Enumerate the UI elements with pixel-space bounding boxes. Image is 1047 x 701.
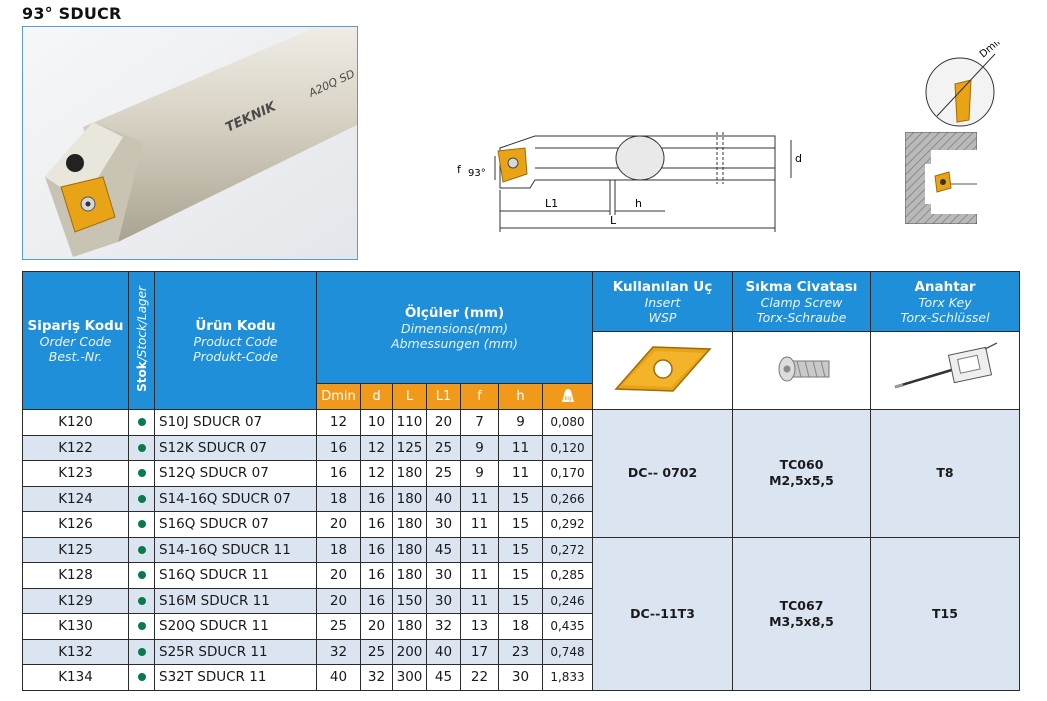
dim-col-dmin: Dmin — [317, 384, 361, 410]
order-code-cell: K124 — [23, 486, 129, 512]
f-cell: 9 — [461, 461, 499, 487]
h-cell: 15 — [499, 486, 543, 512]
torx-key-cell: T15 — [871, 537, 1020, 690]
header-clamp-screw-en: Clamp Screw — [760, 294, 843, 310]
header-order-code-tr: Sipariş Kodu — [27, 317, 124, 334]
header-product-code-tr: Ürün Kodu — [195, 317, 276, 334]
stock-dot-icon — [138, 418, 146, 426]
order-code-cell: K120 — [23, 410, 129, 436]
l-cell: 180 — [393, 537, 427, 563]
product-code-cell: S20Q SDUCR 11 — [155, 614, 317, 640]
h-cell: 15 — [499, 512, 543, 538]
tool-drawing — [455, 118, 805, 243]
order-code-cell: K123 — [23, 461, 129, 487]
header-product-code-en: Product Code — [193, 333, 278, 349]
d-cell: 12 — [361, 461, 393, 487]
header-insert-tr: Kullanılan Uç — [612, 278, 713, 295]
label-d: d — [795, 152, 802, 165]
order-code-cell: K122 — [23, 435, 129, 461]
spec-table — [22, 271, 1020, 691]
label-dmin: Dmin — [977, 42, 1006, 61]
torx-key-cell: T8 — [871, 410, 1020, 538]
l1-cell: 40 — [427, 486, 461, 512]
header-clamp-screw-tr: Sıkma Civatası — [745, 278, 858, 295]
dmin-cell: 16 — [317, 435, 361, 461]
dmin-cell: 16 — [317, 461, 361, 487]
header-clamp-screw-de: Torx-Schraube — [756, 309, 847, 325]
l1-cell: 30 — [427, 588, 461, 614]
header-torx-key-en: Torx Key — [918, 294, 972, 310]
section-diagram — [905, 132, 977, 224]
header-stock — [129, 272, 155, 410]
header-order-code-de: Best.-Nr. — [48, 348, 103, 364]
l-cell: 180 — [393, 563, 427, 589]
h-cell: 30 — [499, 665, 543, 691]
stock-dot-icon — [138, 673, 146, 681]
table-row — [23, 537, 1020, 563]
d-cell: 32 — [361, 665, 393, 691]
h-cell: 15 — [499, 537, 543, 563]
order-code-cell: K129 — [23, 588, 129, 614]
screw-size: M3,5x8,5 — [769, 613, 834, 629]
l1-cell: 30 — [427, 512, 461, 538]
stock-cell — [129, 537, 155, 563]
l-cell: 110 — [393, 410, 427, 436]
header-insert-en: Insert — [644, 294, 681, 310]
header-order-code — [23, 272, 129, 410]
dmin-cell: 25 — [317, 614, 361, 640]
dmin-cell: 18 — [317, 537, 361, 563]
clamp-screw-cell — [733, 537, 871, 690]
l-cell: 150 — [393, 588, 427, 614]
order-code-cell: K128 — [23, 563, 129, 589]
h-cell: 11 — [499, 435, 543, 461]
header-dimensions-de: Abmessungen (mm) — [391, 335, 518, 351]
header-dimensions-tr: Ölçüler (mm) — [404, 304, 505, 321]
product-code-cell: S14-16Q SDUCR 07 — [155, 486, 317, 512]
product-code-cell: S14-16Q SDUCR 11 — [155, 537, 317, 563]
label-angle: 93° — [468, 168, 486, 179]
l-cell: 125 — [393, 435, 427, 461]
tool-photo — [22, 26, 358, 260]
d-cell: 25 — [361, 639, 393, 665]
insert-code-cell: DC--11T3 — [593, 537, 733, 690]
weight-cell: 0,748 — [543, 639, 593, 665]
dmin-cell: 20 — [317, 512, 361, 538]
table-row — [23, 410, 1020, 436]
h-cell: 11 — [499, 461, 543, 487]
header-stock-tr: Stok — [134, 360, 149, 392]
insert-image — [593, 332, 733, 410]
tool-drawing-icon — [455, 118, 805, 243]
header-torx-key-tr: Anahtar — [914, 278, 976, 295]
d-cell: 16 — [361, 512, 393, 538]
f-cell: 9 — [461, 435, 499, 461]
order-code-cell: K130 — [23, 614, 129, 640]
dmin-cell: 20 — [317, 563, 361, 589]
insert-code-cell: DC-- 0702 — [593, 410, 733, 538]
h-cell: 15 — [499, 588, 543, 614]
f-cell: 22 — [461, 665, 499, 691]
weight-cell: 1,833 — [543, 665, 593, 691]
header-dimensions-en: Dimensions(mm) — [400, 320, 509, 336]
header-insert — [593, 272, 733, 332]
stock-dot-icon — [138, 571, 146, 579]
product-code-cell: S25R SDUCR 11 — [155, 639, 317, 665]
product-code-cell: S10J SDUCR 07 — [155, 410, 317, 436]
stock-cell — [129, 435, 155, 461]
f-cell: 11 — [461, 588, 499, 614]
weight-cell: 0,285 — [543, 563, 593, 589]
section-diagram-icon — [905, 132, 977, 224]
order-code-cell: K132 — [23, 639, 129, 665]
l1-cell: 25 — [427, 461, 461, 487]
d-cell: 16 — [361, 537, 393, 563]
dim-col-l: L — [393, 384, 427, 410]
d-cell: 12 — [361, 435, 393, 461]
f-cell: 7 — [461, 410, 499, 436]
l1-cell: 25 — [427, 435, 461, 461]
order-code-cell: K126 — [23, 512, 129, 538]
dmin-cell: 12 — [317, 410, 361, 436]
stock-cell — [129, 665, 155, 691]
product-code-cell: S32T SDUCR 11 — [155, 665, 317, 691]
torx-key-image — [871, 332, 1020, 410]
l1-cell: 45 — [427, 665, 461, 691]
l-cell: 180 — [393, 486, 427, 512]
header-torx-key — [871, 272, 1020, 332]
dim-col-l1: L1 — [427, 384, 461, 410]
f-cell: 17 — [461, 639, 499, 665]
table-body — [23, 410, 1020, 691]
label-h: h — [635, 197, 642, 210]
screw-image — [733, 332, 871, 410]
h-cell: 9 — [499, 410, 543, 436]
product-code-cell: S16Q SDUCR 07 — [155, 512, 317, 538]
header-order-code-en: Order Code — [39, 333, 112, 349]
header-product-code — [155, 272, 317, 410]
weight-cell: 0,080 — [543, 410, 593, 436]
weight-cell: 0,272 — [543, 537, 593, 563]
header-insert-de: WSP — [648, 309, 677, 325]
h-cell: 23 — [499, 639, 543, 665]
weight-cell: 0,266 — [543, 486, 593, 512]
dim-col-d: d — [361, 384, 393, 410]
header-product-code-de: Produkt-Code — [193, 348, 278, 364]
dim-col-weight — [543, 384, 593, 410]
f-cell: 11 — [461, 512, 499, 538]
header-clamp-screw — [733, 272, 871, 332]
l1-cell: 40 — [427, 639, 461, 665]
screw-code: TC060 — [779, 457, 824, 473]
clamp-screw-cell — [733, 410, 871, 538]
l-cell: 180 — [393, 461, 427, 487]
dim-col-f: f — [461, 384, 499, 410]
stock-dot-icon — [138, 622, 146, 630]
weight-cell: 0,120 — [543, 435, 593, 461]
label-l: L — [610, 214, 617, 227]
stock-dot-icon — [138, 597, 146, 605]
header-dimensions — [317, 272, 593, 384]
dim-col-h: h — [499, 384, 543, 410]
weight-icon — [560, 387, 576, 403]
f-cell: 11 — [461, 563, 499, 589]
l-cell: 180 — [393, 512, 427, 538]
stock-dot-icon — [138, 546, 146, 554]
stock-dot-icon — [138, 469, 146, 477]
stock-dot-icon — [138, 520, 146, 528]
header-torx-key-de: Torx-Schlüssel — [900, 309, 990, 325]
dmin-cell: 18 — [317, 486, 361, 512]
brand-text: TEKNIK — [223, 99, 279, 136]
stock-dot-icon — [138, 495, 146, 503]
weight-cell: 0,435 — [543, 614, 593, 640]
weight-cell: 0,170 — [543, 461, 593, 487]
weight-cell: 0,246 — [543, 588, 593, 614]
h-cell: 15 — [499, 563, 543, 589]
d-cell: 20 — [361, 614, 393, 640]
stock-cell — [129, 614, 155, 640]
l1-cell: 32 — [427, 614, 461, 640]
product-code-cell: S16Q SDUCR 11 — [155, 563, 317, 589]
l1-cell: 30 — [427, 563, 461, 589]
f-cell: 13 — [461, 614, 499, 640]
shank-text: A20Q SD — [306, 67, 357, 100]
order-code-cell: K134 — [23, 665, 129, 691]
order-code-cell: K125 — [23, 537, 129, 563]
h-cell: 18 — [499, 614, 543, 640]
label-f: f — [457, 163, 461, 176]
page-title: 93° SDUCR — [22, 4, 122, 23]
d-cell: 10 — [361, 410, 393, 436]
stock-cell — [129, 410, 155, 436]
d-cell: 16 — [361, 486, 393, 512]
stock-cell — [129, 512, 155, 538]
screw-size: M2,5x5,5 — [769, 473, 834, 489]
weight-cell: 0,292 — [543, 512, 593, 538]
stock-cell — [129, 639, 155, 665]
l1-cell: 45 — [427, 537, 461, 563]
product-code-cell: S12K SDUCR 07 — [155, 435, 317, 461]
stock-cell — [129, 461, 155, 487]
dmin-cell: 20 — [317, 588, 361, 614]
weight-icon-label: kg — [563, 394, 572, 402]
d-cell: 16 — [361, 588, 393, 614]
f-cell: 11 — [461, 486, 499, 512]
l1-cell: 20 — [427, 410, 461, 436]
d-cell: 16 — [361, 563, 393, 589]
l-cell: 200 — [393, 639, 427, 665]
stock-cell — [129, 486, 155, 512]
dmin-cell: 40 — [317, 665, 361, 691]
stock-cell — [129, 588, 155, 614]
screw-icon — [747, 339, 857, 399]
insert-icon — [608, 339, 718, 399]
header-stock-rest: /Stock/Lager — [134, 285, 149, 361]
label-l1: L1 — [545, 197, 559, 210]
l-cell: 180 — [393, 614, 427, 640]
dmin-diagram — [905, 42, 1020, 127]
dmin-diagram-icon — [905, 42, 1020, 127]
dmin-cell: 32 — [317, 639, 361, 665]
product-code-cell: S12Q SDUCR 07 — [155, 461, 317, 487]
l-cell: 300 — [393, 665, 427, 691]
screw-code: TC067 — [779, 597, 824, 613]
stock-dot-icon — [138, 648, 146, 656]
stock-cell — [129, 563, 155, 589]
product-code-cell: S16M SDUCR 11 — [155, 588, 317, 614]
torx-key-icon — [885, 339, 1005, 399]
tool-photo-icon — [23, 27, 358, 260]
stock-dot-icon — [138, 444, 146, 452]
f-cell: 11 — [461, 537, 499, 563]
